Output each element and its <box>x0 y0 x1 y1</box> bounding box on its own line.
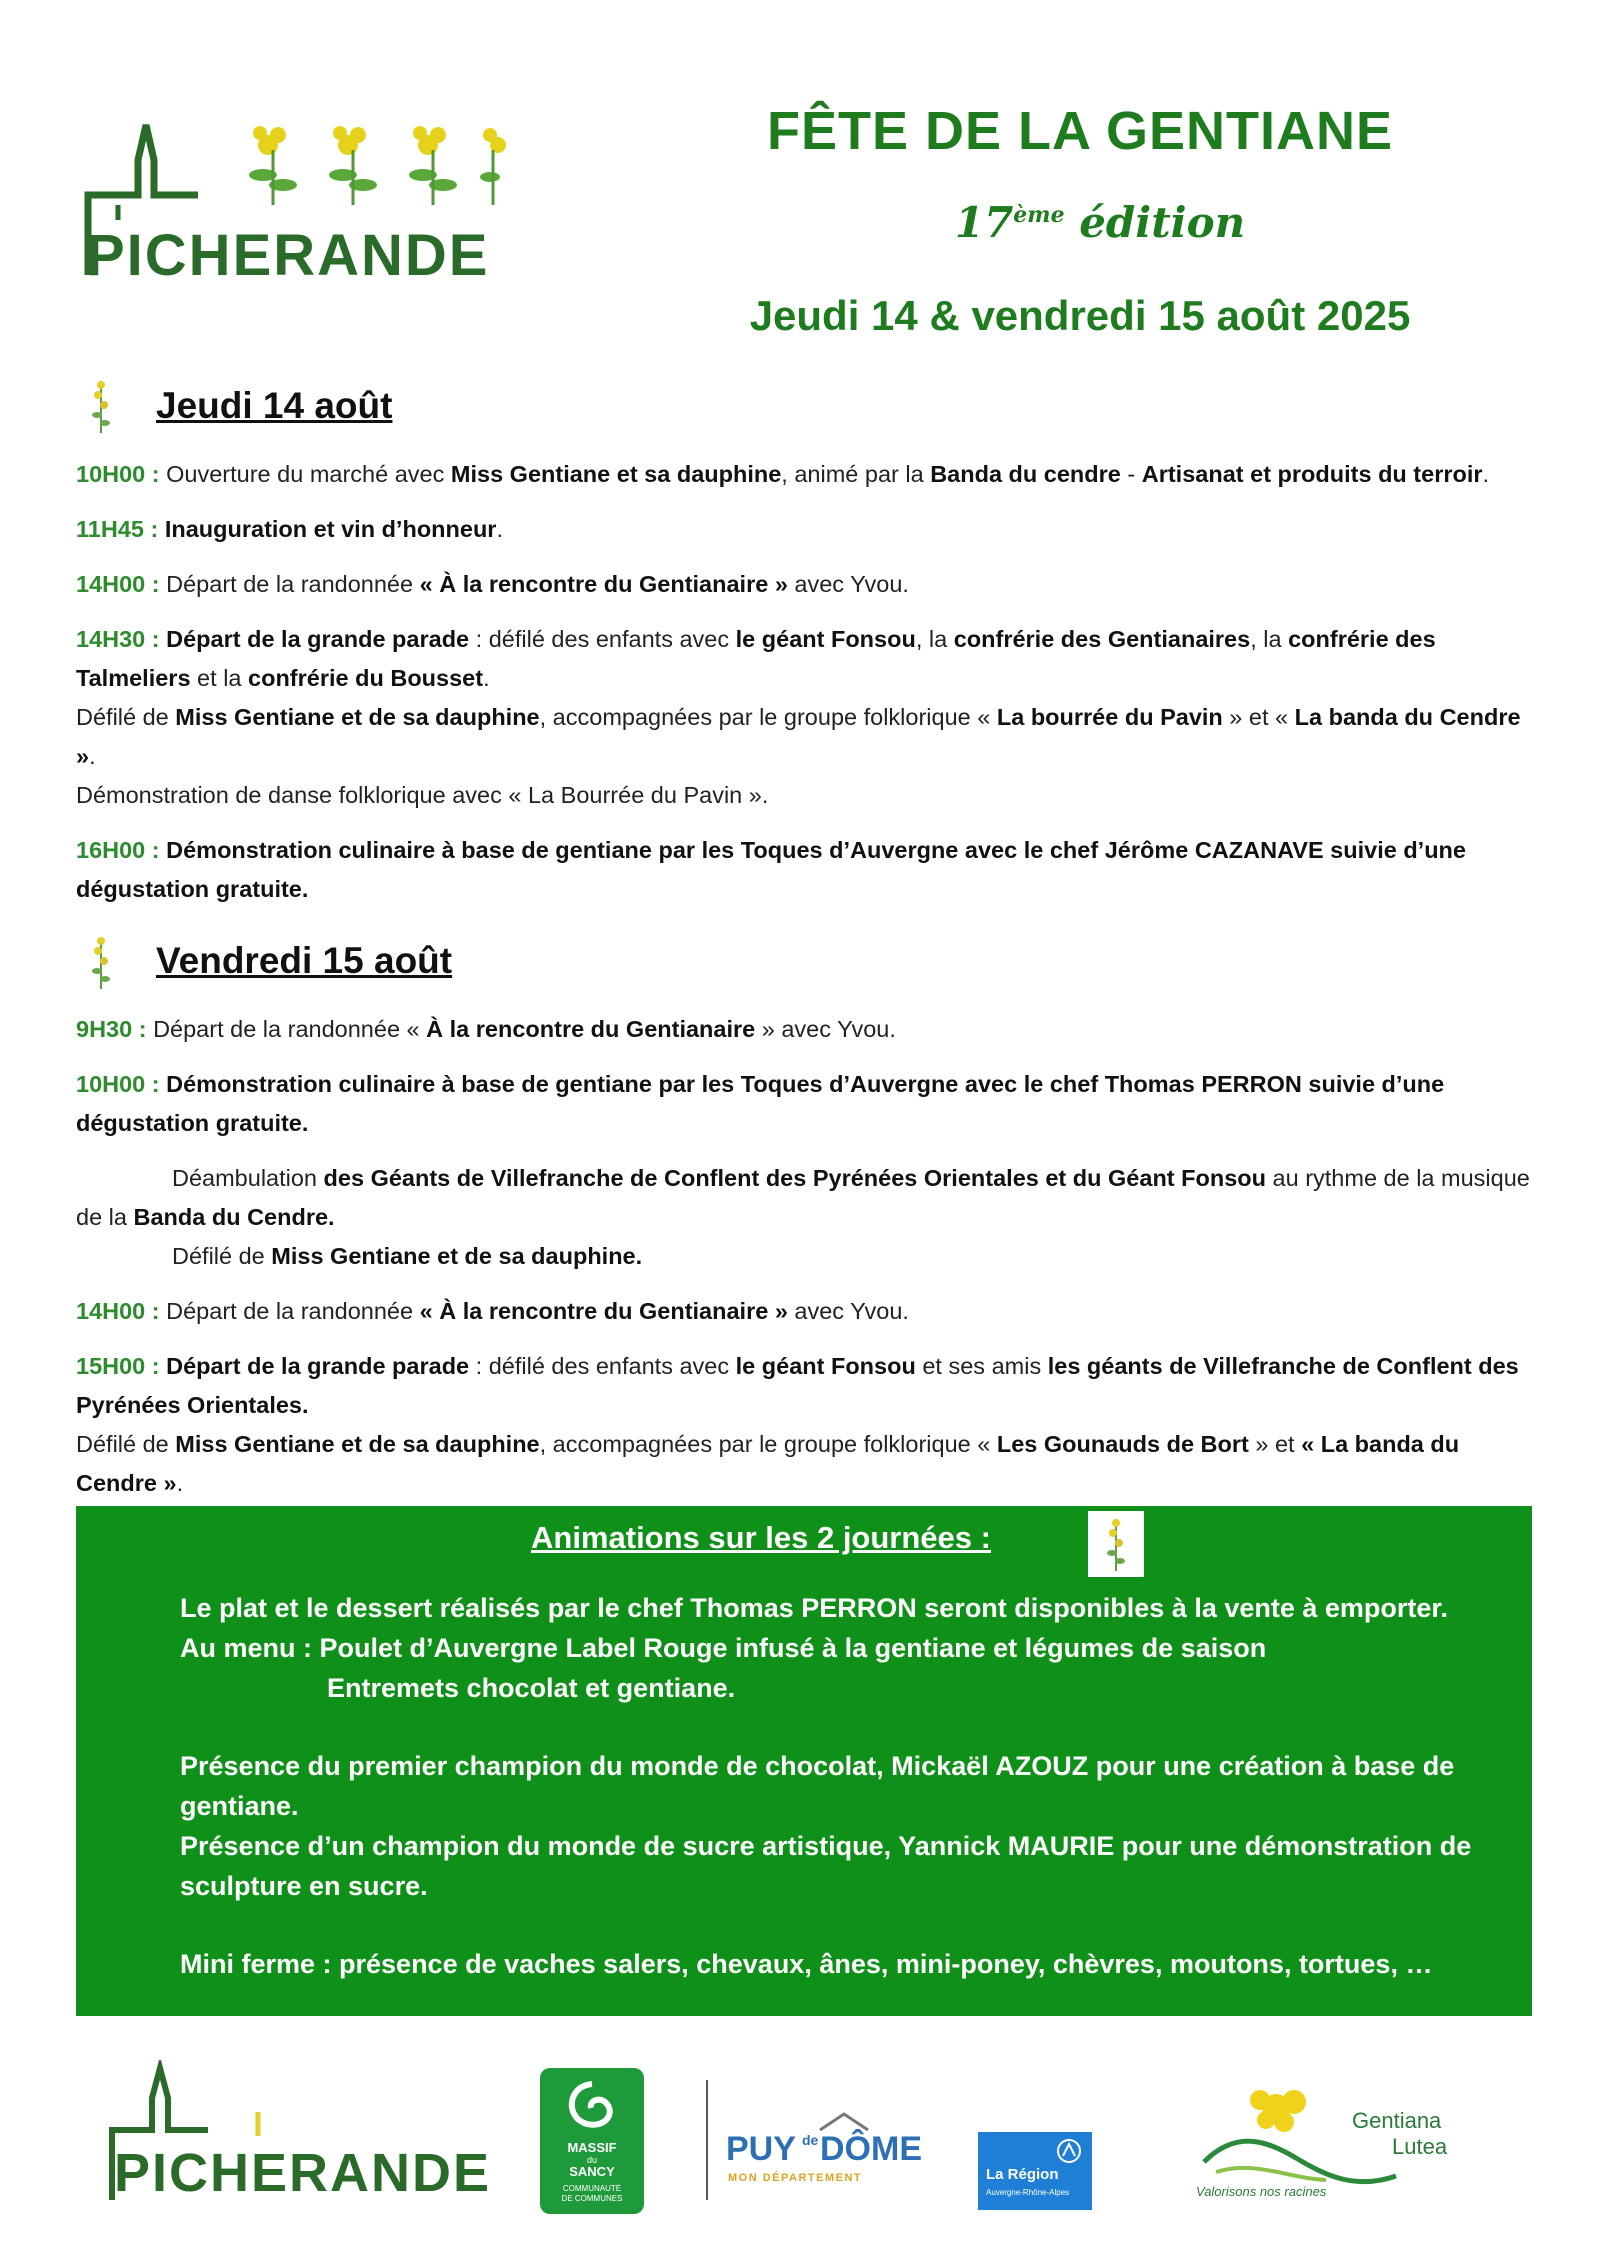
day2-heading: Vendredi 15 août <box>156 940 453 981</box>
region-subtitle: Auvergne-Rhône-Alpes <box>986 2188 1070 2197</box>
communaute-label: COMMUNAUTÉ <box>562 2184 622 2193</box>
gentiana-label: Gentiana <box>1352 2108 1442 2133</box>
bold-text: Banda du cendre <box>930 461 1121 487</box>
text: avec Yvou. <box>787 571 909 597</box>
puy-de-label: de <box>802 2132 819 2148</box>
bold-text: confrérie du Bousset <box>248 665 484 691</box>
bold-text: Artisanat et produits du terroir <box>1141 461 1483 487</box>
day1-item-danse <box>76 776 1536 815</box>
bold-text: les géants de Villefranche de Conflent des Pyrénées Orientales. <box>76 1353 1519 1418</box>
bold-text: « À la rencontre du Gentianaire » <box>419 571 788 597</box>
animations-line: Le plat et le dessert réalisés par le chef Thomas PERRON seront disponibles à la vente à emporter. <box>180 1593 1448 1623</box>
time-label: 15H00 : <box>76 1353 160 1379</box>
day2-item-1000 <box>76 1065 1536 1143</box>
bold-text: confrérie des Talmeliers <box>76 626 1436 691</box>
bold-text: Départ de la grande parade <box>159 626 470 652</box>
day2-program <box>76 1010 1536 1503</box>
text: , accompagnées par le groupe folklorique « <box>539 1431 997 1457</box>
day1-item-1430 <box>76 620 1536 698</box>
bold-text: À la rencontre du Gentianaire <box>426 1016 756 1042</box>
day1-item-defile <box>76 698 1536 776</box>
text: et ses amis <box>915 1353 1048 1379</box>
text: : défilé des enfants avec <box>469 1353 736 1379</box>
text: . <box>176 1470 184 1496</box>
text: . <box>1482 461 1490 487</box>
text: » avec Yvou. <box>755 1016 896 1042</box>
day1-item-1145 <box>76 510 1536 549</box>
day1-item-1000 <box>76 455 1536 494</box>
time-label: 11H45 : <box>76 516 159 542</box>
time-label: 9H30 : <box>76 1016 147 1042</box>
puy-de-dome-logo <box>726 2118 922 2198</box>
footer-picherande-text: PICHERANDE <box>114 2143 492 2203</box>
time-label: 16H00 : <box>76 837 160 863</box>
bold-text: Démonstration culinaire à base de gentiane par les Toques d’Auvergne avec le chef Jérôme CAZANAVE suivie d’une dégustation gratuite. <box>76 837 1466 902</box>
bold-text: le géant Fonsou <box>735 1353 916 1379</box>
day2-item-deambulation <box>76 1159 1536 1237</box>
bold-text: confrérie des Gentianaires <box>953 626 1251 652</box>
bold-text: Miss Gentiane et sa dauphine <box>450 461 782 487</box>
gentiana-tagline: Valorisons nos racines <box>1196 2184 1327 2199</box>
text: Déambulation <box>172 1165 324 1191</box>
bold-text: Banda du Cendre. <box>133 1204 335 1230</box>
text: » et « <box>1222 704 1295 730</box>
edition-word: édition <box>1079 198 1246 247</box>
region-label: La Région <box>986 2166 1059 2183</box>
massif-du: du <box>586 2155 597 2165</box>
bold-text: La bourrée du Pavin <box>996 704 1223 730</box>
bold-text: Miss Gentiane et de sa dauphine <box>175 1431 540 1457</box>
text: Départ de la randonnée <box>159 1298 420 1324</box>
bold-text: Les Gounauds de Bort <box>996 1431 1249 1457</box>
puy-label: PUY <box>726 2130 796 2168</box>
picherande-logo-text: PICHERANDE <box>86 223 490 288</box>
animations-line: Présence du premier champion du monde de chocolat, Mickaël AZOUZ pour une création à base de gentiane. <box>180 1751 1455 1821</box>
gentian-sprig-icon <box>1088 1511 1144 1577</box>
animations-line: Entremets chocolat et gentiane. <box>327 1673 736 1703</box>
lutea-label: Lutea <box>1392 2134 1448 2159</box>
massif-sancy-logo <box>540 2068 644 2214</box>
bold-text: des Géants de Villefranche de Conflent des Pyrénées Orientales et du Géant Fonsou <box>323 1165 1266 1191</box>
region-logo <box>978 2132 1092 2210</box>
region-emblem-icon <box>1054 2138 1084 2164</box>
text: , la <box>915 626 954 652</box>
day2-item-defile-miss <box>76 1237 1536 1276</box>
text: Défilé de <box>172 1243 272 1269</box>
text: Démonstration de danse folklorique avec « La Bourrée du Pavin ». <box>76 782 769 808</box>
edition-number: 17 <box>954 198 1014 247</box>
bold-text: Miss Gentiane et de sa dauphine. <box>271 1243 643 1269</box>
text: Défilé de <box>76 704 176 730</box>
mountain-icon <box>818 2112 870 2132</box>
massif-label: MASSIF <box>567 2140 617 2155</box>
time-label: 14H00 : <box>76 1298 160 1324</box>
communes-label: DE COMMUNES <box>561 2194 623 2203</box>
sancy-label: SANCY <box>569 2164 615 2179</box>
text: , animé par la <box>781 461 931 487</box>
edition-label <box>900 198 1300 247</box>
spacer <box>180 1906 1510 1944</box>
text: Ouverture du marché avec <box>159 461 451 487</box>
swirl-icon <box>557 2078 627 2136</box>
animations-title: Animations sur les 2 journées : <box>531 1520 991 1555</box>
bold-text: Miss Gentiane et de sa dauphine <box>175 704 540 730</box>
day2-item-defile <box>76 1425 1536 1503</box>
text: . <box>89 743 96 769</box>
bold-text: Inauguration et vin d’honneur <box>158 516 497 542</box>
spacer <box>180 1708 1510 1746</box>
text: et la <box>190 665 249 691</box>
gentiana-lutea-logo <box>1196 2080 1476 2210</box>
divider <box>706 2080 708 2200</box>
text: : défilé des enfants avec <box>469 626 736 652</box>
bold-text: le géant Fonsou <box>735 626 916 652</box>
departement-label: MON DÉPARTEMENT <box>728 2172 863 2184</box>
day1-item-1600 <box>76 831 1536 909</box>
bold-text: La banda du Cendre » <box>76 704 1521 769</box>
edition-superscript: ème <box>1013 202 1065 228</box>
text: avec Yvou. <box>787 1298 909 1324</box>
text: . <box>483 665 490 691</box>
gentian-sprig-icon <box>90 933 112 991</box>
text: . <box>496 516 503 542</box>
bold-text: Démonstration culinaire à base de gentiane par les Toques d’Auvergne avec le chef Thomas PERRON suivie d’une dégustation gratuite. <box>76 1071 1445 1136</box>
day1-program <box>76 455 1536 925</box>
bold-text: « La banda du Cendre » <box>76 1431 1460 1496</box>
event-title: FÊTE DE LA GENTIANE <box>766 101 1394 161</box>
bold-text: Départ de la grande parade <box>159 1353 470 1379</box>
time-label: 10H00 : <box>76 461 160 487</box>
day2-item-0930 <box>76 1010 1536 1049</box>
text: Défilé de <box>76 1431 176 1457</box>
animations-line: Présence d’un champion du monde de sucre artistique, Yannick MAURIE pour une démonstration de sculpture en sucre. <box>180 1831 1472 1901</box>
animations-text <box>180 1588 1510 1984</box>
gentian-sprig-icon <box>90 377 112 435</box>
day1-heading: Jeudi 14 août <box>156 385 393 426</box>
animations-sprig-frame <box>1088 1511 1144 1577</box>
text: , accompagnées par le groupe folklorique « <box>539 704 997 730</box>
bold-text: « À la rencontre du Gentianaire » <box>419 1298 788 1324</box>
text: , la <box>1250 626 1289 652</box>
day2-item-1400 <box>76 1292 1536 1331</box>
animations-box <box>76 1506 1532 2016</box>
event-dates: Jeudi 14 & vendredi 15 août 2025 <box>749 292 1411 339</box>
animations-line: Mini ferme : présence de vaches salers, chevaux, ânes, mini-poney, chèvres, moutons, tortues, … <box>180 1949 1433 1979</box>
footer-picherande-logo <box>108 2060 508 2210</box>
text: » et <box>1248 1431 1302 1457</box>
text: au rythme de la musique de la <box>76 1165 1530 1230</box>
text: Départ de la randonnée <box>159 571 420 597</box>
time-label: 10H00 : <box>76 1071 160 1097</box>
day2-item-1500 <box>76 1347 1536 1425</box>
dome-label: DÔME <box>820 2130 922 2168</box>
text: - <box>1120 461 1142 487</box>
time-label: 14H00 : <box>76 571 160 597</box>
day1-item-1400 <box>76 565 1536 604</box>
time-label: 14H30 : <box>76 626 160 652</box>
text: Départ de la randonnée « <box>146 1016 427 1042</box>
animations-line: Au menu : Poulet d’Auvergne Label Rouge infusé à la gentiane et légumes de saison <box>180 1633 1267 1663</box>
